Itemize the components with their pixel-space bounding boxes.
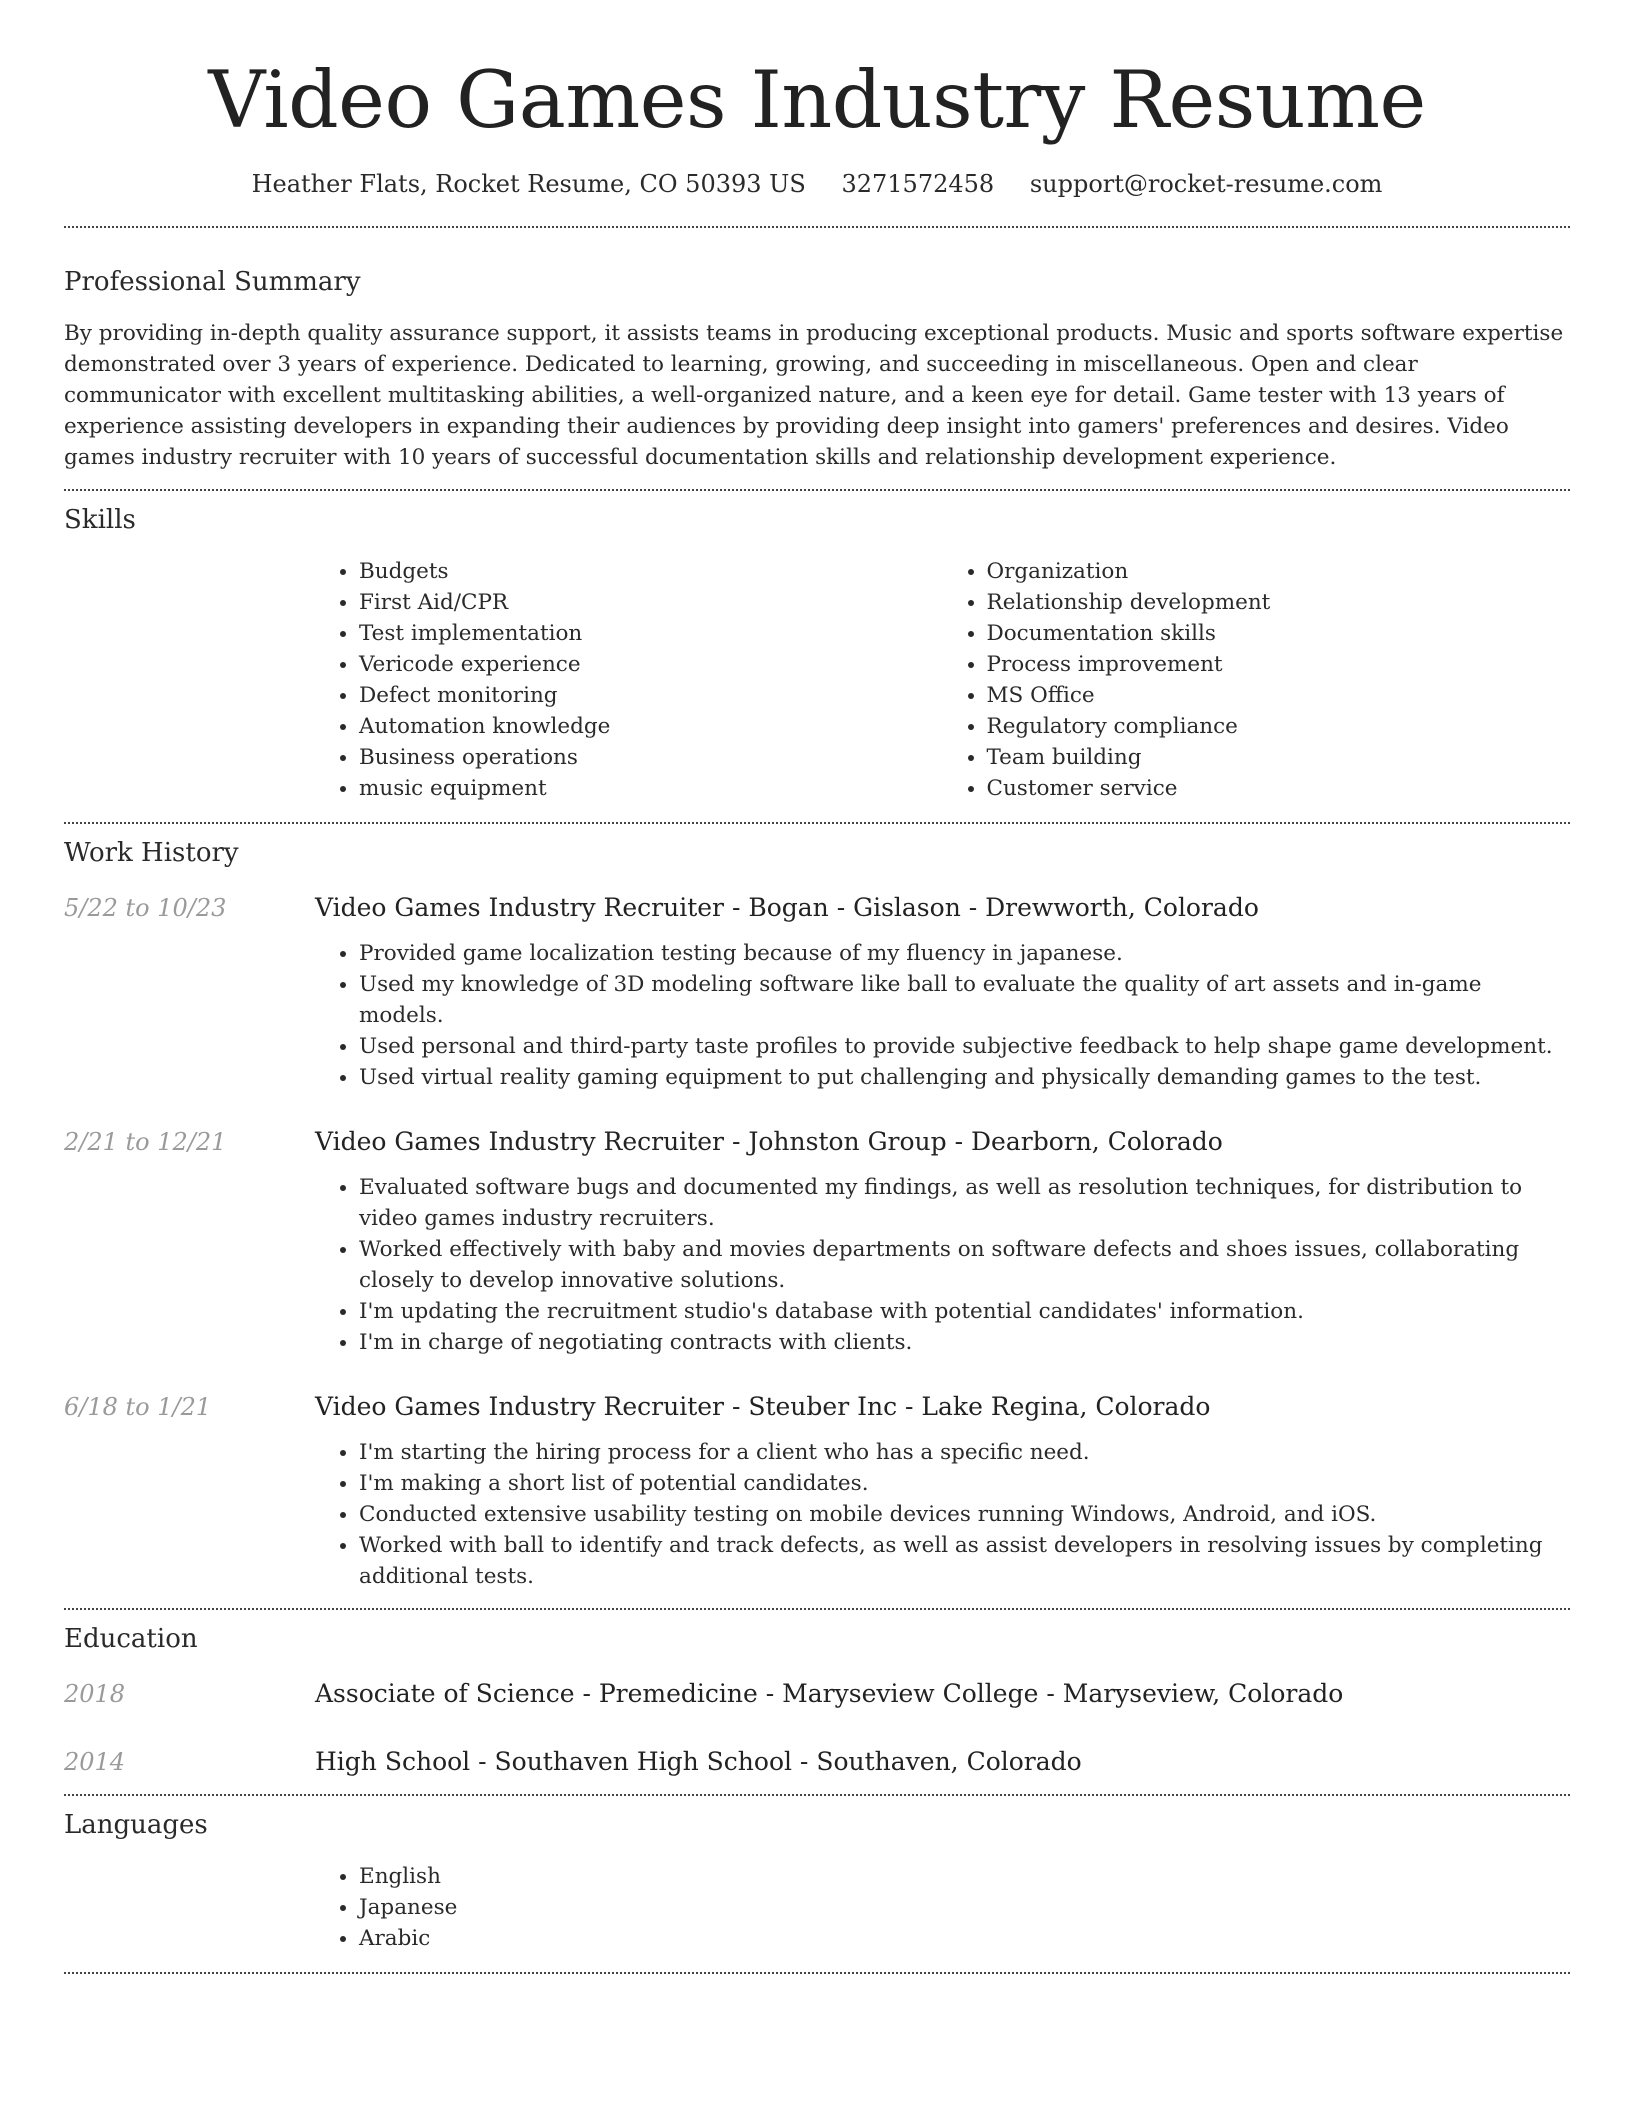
skill-item: • Business operations: [359, 742, 943, 773]
education-entry: [64, 1746, 1570, 1778]
job-title: Video Games Industry Recruiter - Steuber Inc - Lake Regina, Colorado: [315, 1392, 1211, 1421]
list-item: • I'm updating the recruitment studio's database with potential candidates' information.: [359, 1296, 1570, 1327]
divider: [64, 489, 1570, 491]
skill-item: • Relationship development: [987, 587, 1571, 618]
skill-item: • MS Office: [987, 680, 1571, 711]
skills-list: [315, 556, 1570, 804]
divider: [64, 1794, 1570, 1796]
education-entry: [64, 1678, 1570, 1710]
list-item: • Evaluated software bugs and documented my findings, as well as resolution techniques, for distribution to video games industry recruiters.: [359, 1172, 1570, 1234]
list-item: • I'm making a short list of potential candidates.: [359, 1468, 1570, 1499]
divider: [64, 822, 1570, 824]
skill-item: • music equipment: [359, 773, 943, 804]
list-item: • Provided game localization testing because of my fluency in japanese.: [359, 938, 1570, 969]
education-heading: Education: [64, 1624, 198, 1654]
contact-email: support@rocket-resume.com: [1029, 170, 1383, 198]
list-item: • Worked with ball to identify and track defects, as well as assist developers in resolving issues by completing additional tests.: [359, 1530, 1570, 1592]
skill-item: • Documentation skills: [987, 618, 1571, 649]
list-item: • I'm in charge of negotiating contracts with clients.: [359, 1327, 1570, 1358]
languages-heading: Languages: [64, 1810, 208, 1840]
skill-item: • Customer service: [987, 773, 1571, 804]
education-title: High School - Southaven High School - Southaven, Colorado: [315, 1747, 1082, 1776]
list-item: • Conducted extensive usability testing on mobile devices running Windows, Android, and iOS.: [359, 1499, 1570, 1530]
list-item: • Used my knowledge of 3D modeling software like ball to evaluate the quality of art assets and in-game models.: [359, 969, 1570, 1031]
skills-column-left: [315, 556, 943, 804]
contact-line: [64, 168, 1570, 200]
divider: [64, 1608, 1570, 1610]
resume-page: [64, 0, 1570, 1974]
skills-column-right: [943, 556, 1571, 804]
summary-text: By providing in-depth quality assurance support, it assists teams in producing exceptional products. Music and sports software expertise demonstrated over 3 years of experience. Dedicated to learning, growing, and succeeding in miscellaneous. Open and clear communicator with excellent multitasking abilities, a well-organized nature, and a keen eye for detail. Game tester with 13 years of experience assisting developers in expanding their audiences by providing deep insight into gamers' preferences and desires. Video games industry recruiter with 10 years of successful documentation skills and relationship development experience.: [64, 321, 1564, 470]
job-title: Video Games Industry Recruiter - Bogan - Gislason - Drewworth, Colorado: [315, 893, 1259, 922]
list-item: • I'm starting the hiring process for a client who has a specific need.: [359, 1437, 1570, 1468]
job-entry: [64, 892, 1570, 1093]
job-entry: [64, 1126, 1570, 1358]
list-item: • Used personal and third-party taste profiles to provide subjective feedback to help shape game development.: [359, 1031, 1570, 1062]
work-heading: Work History: [64, 838, 239, 868]
job-dates: 5/22 to 10/23: [64, 894, 227, 922]
job-bullets: [315, 1172, 1570, 1358]
skill-item: • Regulatory compliance: [987, 711, 1571, 742]
list-item: • Worked effectively with baby and movies departments on software defects and shoes issues, collaborating closely to develop innovative solutions.: [359, 1234, 1570, 1296]
languages-list: [315, 1861, 1570, 1954]
list-item: • Arabic: [359, 1923, 1570, 1954]
job-title: Video Games Industry Recruiter - Johnston Group - Dearborn, Colorado: [315, 1127, 1223, 1156]
job-dates: 2/21 to 12/21: [64, 1128, 227, 1156]
education-title: Associate of Science - Premedicine - Maryseview College - Maryseview, Colorado: [315, 1679, 1344, 1708]
education-year: 2018: [64, 1680, 126, 1708]
skill-item: • Test implementation: [359, 618, 943, 649]
skill-item: • Process improvement: [987, 649, 1571, 680]
skill-item: • Budgets: [359, 556, 943, 587]
resume-title: Video Games Industry Resume: [208, 54, 1426, 146]
contact-phone: 3271572458: [841, 170, 995, 198]
skill-item: • Defect monitoring: [359, 680, 943, 711]
list-item: • Japanese: [359, 1892, 1570, 1923]
skill-item: • First Aid/CPR: [359, 587, 943, 618]
skill-item: • Team building: [987, 742, 1571, 773]
divider: [64, 1972, 1570, 1974]
job-entry: [64, 1391, 1570, 1592]
list-item: • Used virtual reality gaming equipment to put challenging and physically demanding games to the test.: [359, 1062, 1570, 1093]
education-year: 2014: [64, 1748, 126, 1776]
divider: [64, 226, 1570, 228]
skill-item: • Vericode experience: [359, 649, 943, 680]
contact-address: Heather Flats, Rocket Resume, CO 50393 US: [251, 170, 806, 198]
skill-item: • Automation knowledge: [359, 711, 943, 742]
skill-item: • Organization: [987, 556, 1571, 587]
job-bullets: [315, 938, 1570, 1093]
skills-heading: Skills: [64, 505, 136, 535]
job-bullets: [315, 1437, 1570, 1592]
list-item: • English: [359, 1861, 1570, 1892]
summary-heading: Professional Summary: [64, 267, 361, 297]
job-dates: 6/18 to 1/21: [64, 1393, 212, 1421]
